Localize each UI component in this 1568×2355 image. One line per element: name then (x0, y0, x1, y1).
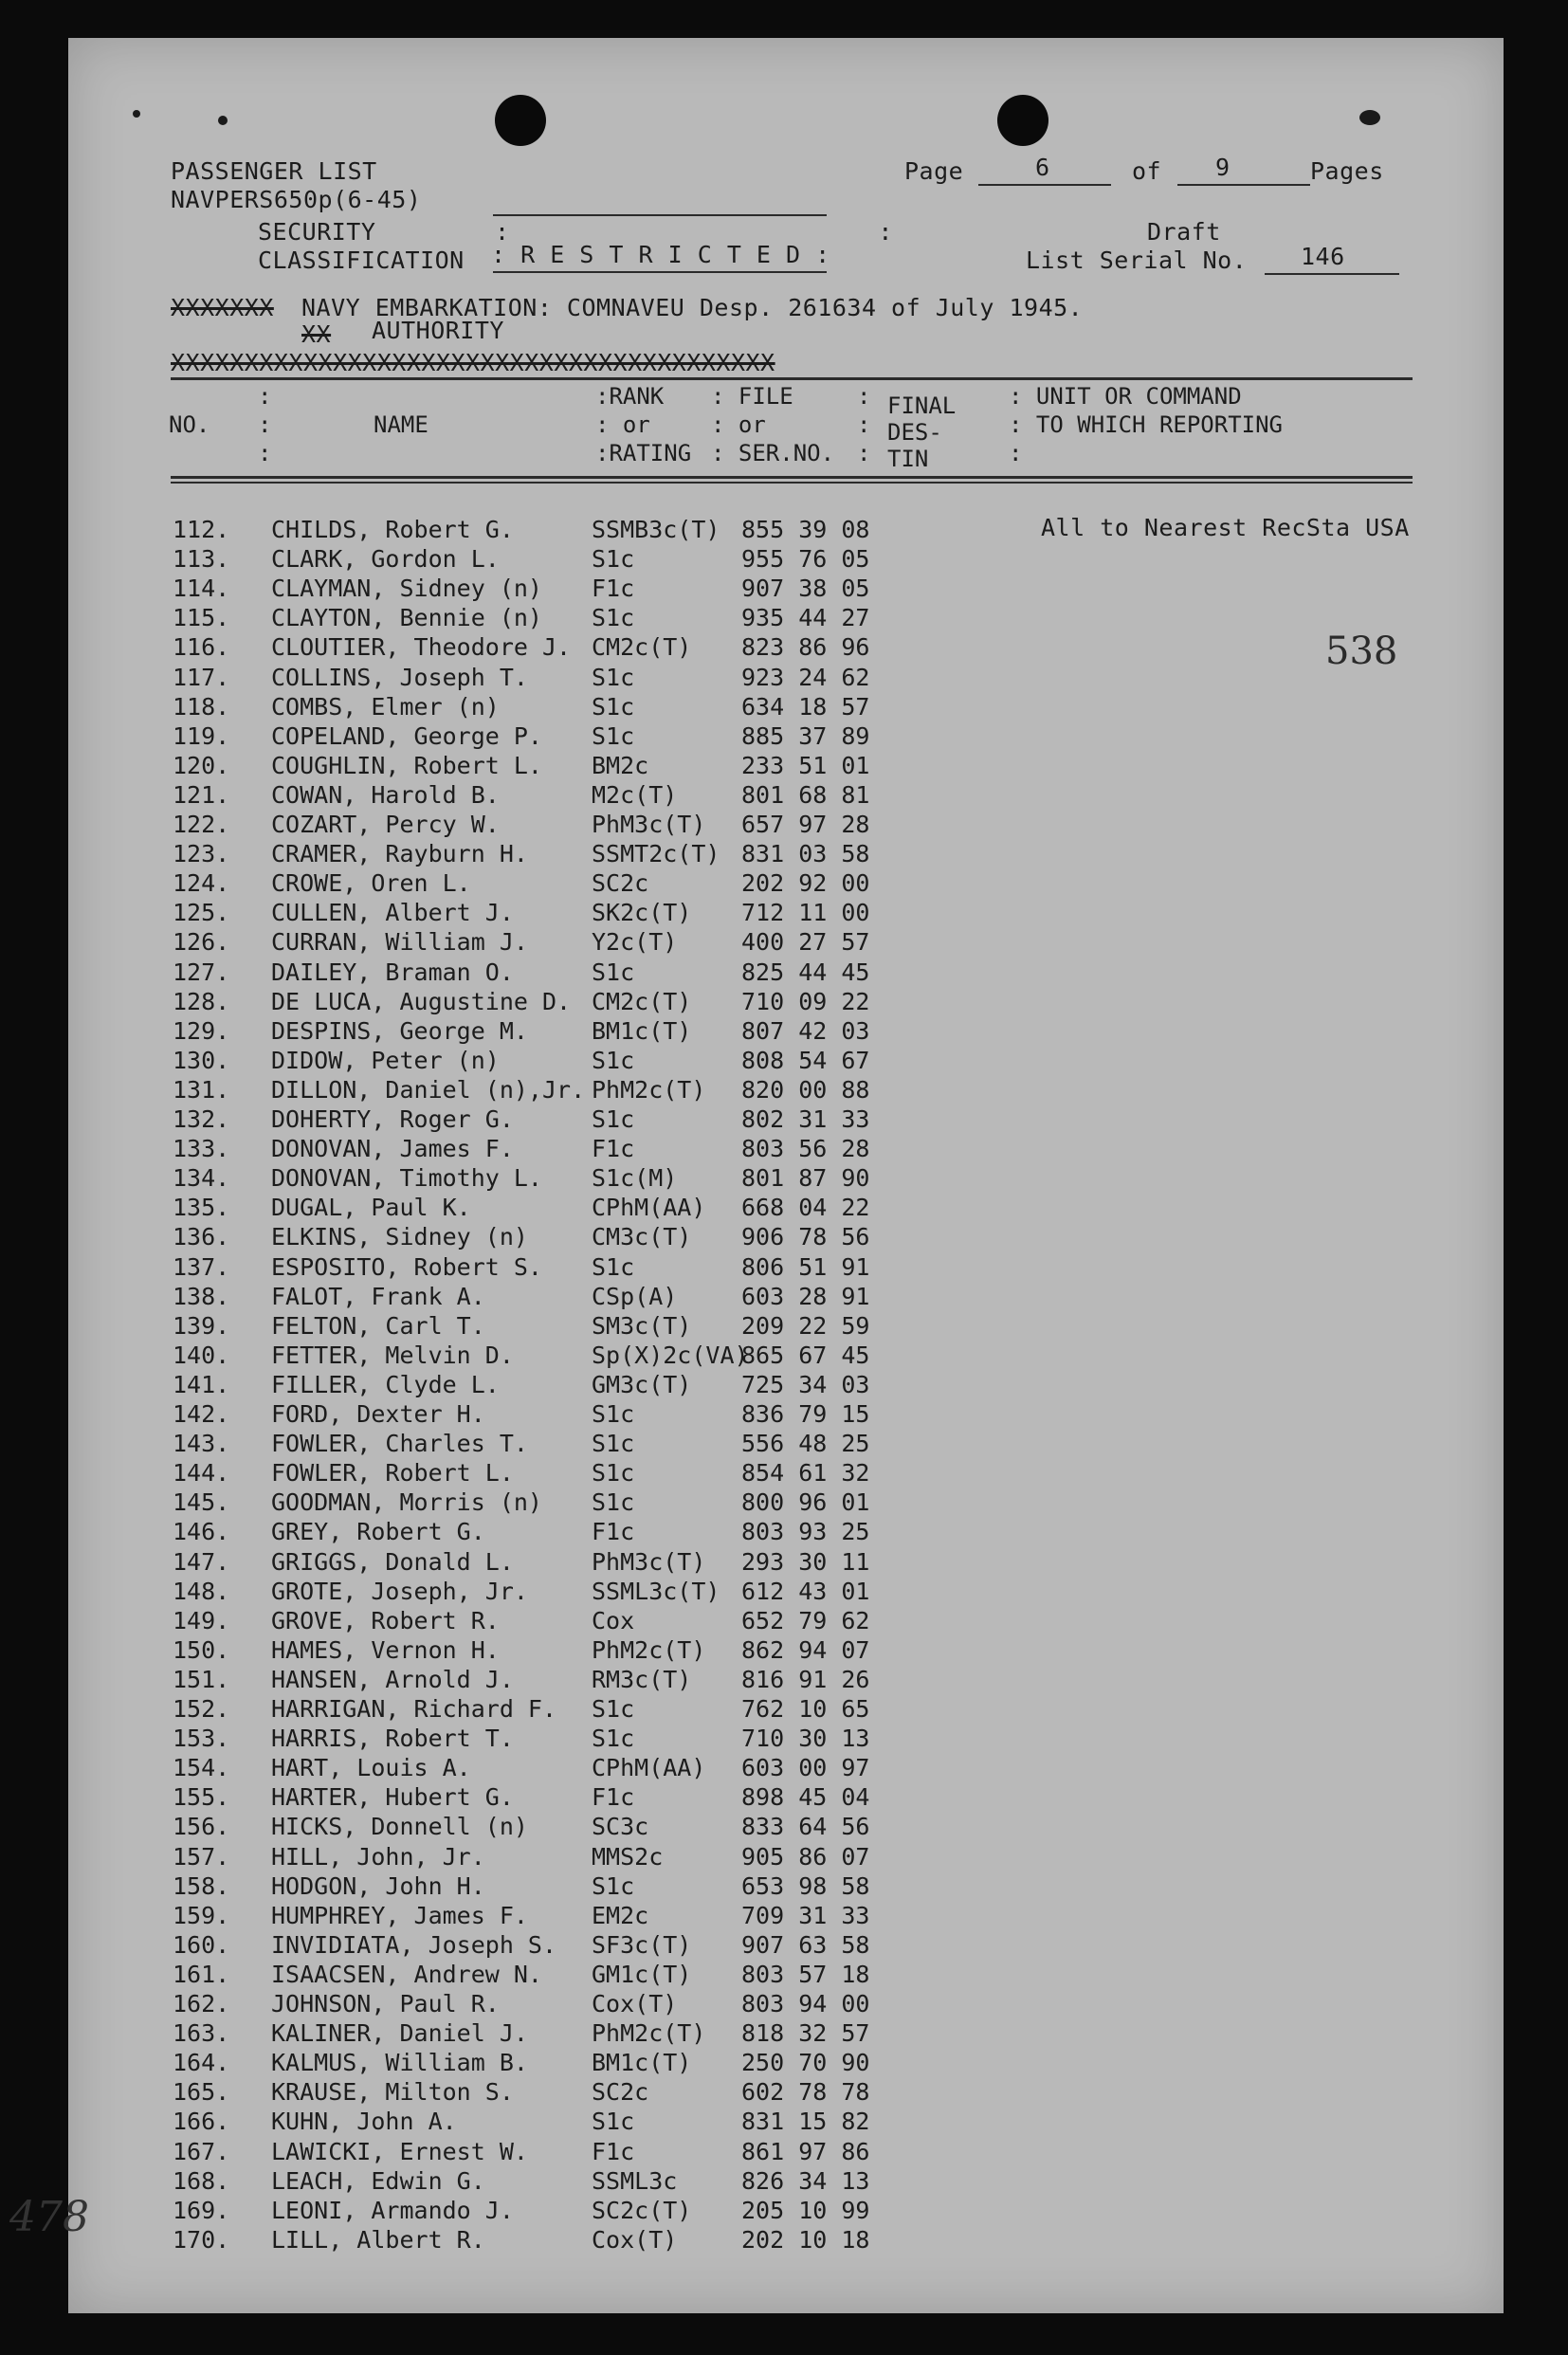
passenger-name: FALOT, Frank A. (271, 1282, 485, 1310)
passenger-name: DILLON, Daniel (n),Jr. (271, 1075, 586, 1104)
rank-rating: PhM3c(T) (592, 811, 706, 838)
row-number: 161. (173, 1960, 230, 1988)
column-header-rating: :RATING (595, 440, 692, 466)
passenger-name: DONOVAN, Timothy L. (271, 1164, 542, 1193)
service-number: 906 78 56 (741, 1223, 870, 1251)
service-number: 202 10 18 (741, 2225, 870, 2254)
punch-hole-right (997, 95, 1048, 146)
passenger-name: COWAN, Harold B. (271, 780, 500, 809)
row-number: 127. (173, 958, 230, 986)
rank-rating: SC2c (592, 2078, 649, 2107)
row-number: 158. (173, 1871, 230, 1900)
rank-rating: CM2c(T) (592, 987, 692, 1015)
passenger-name: CURRAN, William J. (271, 928, 528, 957)
row-number: 131. (173, 1075, 230, 1104)
row-number: 135. (173, 1194, 230, 1222)
passenger-name: COUGHLIN, Robert L. (271, 751, 542, 779)
header-bottom-rule (171, 476, 1413, 479)
rank-rating: SC2c (592, 869, 649, 898)
passenger-name: INVIDIATA, Joseph S. (271, 1930, 557, 1959)
rank-rating: RM3c(T) (592, 1665, 692, 1693)
row-number: 133. (173, 1135, 230, 1163)
row-number: 159. (173, 1901, 230, 1929)
rank-rating: S1c (592, 663, 635, 691)
service-number: 907 63 58 (741, 1930, 870, 1959)
rank-rating: S1c (592, 1046, 635, 1074)
rank-rating: S1c (592, 1252, 635, 1281)
rank-rating: SF3c(T) (592, 1930, 692, 1959)
rank-rating: S1c (592, 1459, 635, 1488)
passenger-name: CROWE, Oren L. (271, 869, 471, 898)
ink-speck (133, 110, 140, 118)
service-number: 293 30 11 (741, 1547, 870, 1576)
rank-rating: SK2c(T) (592, 899, 692, 927)
row-number: 160. (173, 1930, 230, 1959)
document-page (68, 38, 1504, 2313)
row-number: 162. (173, 1990, 230, 2017)
service-number: 634 18 57 (741, 692, 870, 721)
row-number: 163. (173, 2019, 230, 2048)
rank-rating: BM1c(T) (592, 1016, 692, 1045)
draft-label: Draft (1147, 218, 1221, 246)
passenger-name: FETTER, Melvin D. (271, 1341, 514, 1369)
service-number: 725 34 03 (741, 1370, 870, 1398)
column-header-reporting: : TO WHICH REPORTING (1009, 411, 1283, 438)
classification-bottom-rule (493, 271, 827, 273)
service-number: 712 11 00 (741, 899, 870, 927)
margin-number: 538 (1325, 630, 1398, 673)
service-number: 898 45 04 (741, 1783, 870, 1812)
passenger-name: DAILEY, Braman O. (271, 958, 514, 986)
passenger-name: FOWLER, Charles T. (271, 1430, 528, 1458)
column-header-serno: : SER.NO. (711, 440, 835, 466)
passenger-name: HUMPHREY, James F. (271, 1901, 528, 1929)
rank-rating: PhM3c(T) (592, 1547, 706, 1576)
passenger-name: COPELAND, George P. (271, 721, 542, 750)
row-number: 130. (173, 1046, 230, 1074)
passenger-name: HARRIS, Robert T. (271, 1725, 514, 1753)
service-number: 652 79 62 (741, 1606, 870, 1634)
total-pages: 9 (1215, 154, 1231, 181)
passenger-name: CULLEN, Albert J. (271, 899, 514, 927)
service-number: 865 67 45 (741, 1341, 870, 1369)
rank-rating: BM2c (592, 751, 649, 779)
service-number: 831 15 82 (741, 2108, 870, 2136)
row-number: 113. (173, 545, 230, 574)
passenger-name: HANSEN, Arnold J. (271, 1665, 514, 1693)
struck-prefix: XXXXXXX (171, 294, 274, 321)
rank-rating: S1c (592, 2108, 635, 2136)
column-header-rank: :RANK (595, 383, 665, 410)
passenger-name: GRIGGS, Donald L. (271, 1547, 514, 1576)
passenger-name: GREY, Robert G. (271, 1518, 485, 1546)
pages-label: Pages (1310, 157, 1384, 185)
reporting-note: All to Nearest RecSta USA (1041, 514, 1410, 541)
authority-label: AUTHORITY (372, 317, 504, 344)
rank-rating: S1c (592, 721, 635, 750)
service-number: 820 00 88 (741, 1075, 870, 1104)
passenger-name: KALINER, Daniel J. (271, 2019, 528, 2048)
row-number: 164. (173, 2049, 230, 2077)
service-number: 802 31 33 (741, 1105, 870, 1133)
rank-rating: CM3c(T) (592, 1223, 692, 1251)
rank-rating: S1c (592, 1488, 635, 1517)
column-header-no: NO. (169, 411, 210, 438)
passenger-name: LILL, Albert R. (271, 2225, 485, 2254)
serial-number: 146 (1301, 243, 1345, 270)
row-number: 150. (173, 1635, 230, 1664)
row-number: 115. (173, 604, 230, 632)
row-number: 116. (173, 633, 230, 662)
passenger-name: HODGON, John H. (271, 1871, 485, 1900)
rank-rating: S1c (592, 1105, 635, 1133)
row-number: 119. (173, 721, 230, 750)
service-number: 400 27 57 (741, 928, 870, 957)
rank-rating: CM2c(T) (592, 633, 692, 662)
passenger-name: FELTON, Carl T. (271, 1311, 485, 1340)
passenger-name: HAMES, Vernon H. (271, 1635, 500, 1664)
serial-label: List Serial No. (1026, 246, 1248, 274)
service-number: 885 37 89 (741, 721, 870, 750)
passenger-name: LEACH, Edwin G. (271, 2166, 485, 2195)
service-number: 800 96 01 (741, 1488, 870, 1517)
rank-rating: S1c (592, 692, 635, 721)
rank-rating: Cox (592, 1606, 635, 1634)
service-number: 710 09 22 (741, 987, 870, 1015)
rank-rating: SC2c(T) (592, 2196, 692, 2224)
service-number: 801 68 81 (741, 780, 870, 809)
column-header-file-or: : or (711, 411, 766, 438)
struck-mark: XX (301, 320, 332, 348)
struck-line: XXXXXXXXXXXXXXXXXXXXXXXXXXXXXXXXXXXXXXXXX (171, 349, 775, 376)
rank-rating: F1c (592, 1783, 635, 1812)
row-number: 141. (173, 1370, 230, 1398)
service-number: 803 56 28 (741, 1135, 870, 1163)
service-number: 803 57 18 (741, 1960, 870, 1988)
passenger-name: DOHERTY, Roger G. (271, 1105, 514, 1133)
row-number: 147. (173, 1547, 230, 1576)
passenger-name: COLLINS, Joseph T. (271, 663, 528, 691)
passenger-name: DIDOW, Peter (n) (271, 1046, 500, 1074)
passenger-name: FORD, Dexter H. (271, 1400, 485, 1428)
rank-rating: PhM2c(T) (592, 1075, 706, 1104)
service-number: 801 87 90 (741, 1164, 870, 1193)
passenger-name: HART, Louis A. (271, 1754, 471, 1782)
serial-number-rule (1265, 273, 1399, 275)
row-number: 152. (173, 1695, 230, 1723)
rank-rating: SC3c (592, 1813, 649, 1841)
service-number: 803 93 25 (741, 1518, 870, 1546)
classification-value: : R E S T R I C T E D : (491, 241, 830, 268)
row-number: 125. (173, 899, 230, 927)
rank-rating: GM1c(T) (592, 1960, 692, 1988)
service-number: 710 30 13 (741, 1725, 870, 1753)
rank-rating: BM1c(T) (592, 2049, 692, 2077)
punch-hole-left (495, 95, 546, 146)
row-number: 157. (173, 1842, 230, 1871)
service-number: 762 10 65 (741, 1695, 870, 1723)
service-number: 823 86 96 (741, 633, 870, 662)
row-number: 144. (173, 1459, 230, 1488)
rank-rating: PhM2c(T) (592, 1635, 706, 1664)
passenger-name: CHILDS, Robert G. (271, 516, 514, 543)
column-header-file: : FILE (711, 383, 793, 410)
passenger-name: GOODMAN, Morris (n) (271, 1488, 542, 1517)
service-number: 825 44 45 (741, 958, 870, 986)
passenger-name: KRAUSE, Milton S. (271, 2078, 514, 2107)
row-number: 169. (173, 2196, 230, 2224)
passenger-name: CLAYTON, Bennie (n) (271, 604, 542, 632)
rank-rating: PhM2c(T) (592, 2019, 706, 2048)
security-label: SECURITY (258, 218, 376, 246)
passenger-name: DONOVAN, James F. (271, 1135, 514, 1163)
rank-rating: S1c (592, 1871, 635, 1900)
service-number: 923 24 62 (741, 663, 870, 691)
colon-mark: : (857, 440, 871, 466)
rank-rating: EM2c (592, 1901, 649, 1929)
service-number: 861 97 86 (741, 2137, 870, 2165)
rank-rating: S1c (592, 1400, 635, 1428)
row-number: 156. (173, 1813, 230, 1841)
service-number: 233 51 01 (741, 751, 870, 779)
service-number: 816 91 26 (741, 1665, 870, 1693)
row-number: 168. (173, 2166, 230, 2195)
row-number: 112. (173, 516, 230, 543)
row-number: 136. (173, 1223, 230, 1251)
passenger-name: HARRIGAN, Richard F. (271, 1695, 557, 1723)
passenger-name: HILL, John, Jr. (271, 1842, 485, 1871)
rank-rating: S1c (592, 1695, 635, 1723)
row-number: 122. (173, 811, 230, 838)
service-number: 603 28 91 (741, 1282, 870, 1310)
row-number: 165. (173, 2078, 230, 2107)
service-number: 709 31 33 (741, 1901, 870, 1929)
service-number: 905 86 07 (741, 1842, 870, 1871)
service-number: 803 94 00 (741, 1990, 870, 2017)
passenger-name: DESPINS, George M. (271, 1016, 528, 1045)
rank-rating: S1c (592, 604, 635, 632)
page-number: 6 (1035, 154, 1050, 181)
service-number: 250 70 90 (741, 2049, 870, 2077)
passenger-name: LAWICKI, Ernest W. (271, 2137, 528, 2165)
passenger-name: LEONI, Armando J. (271, 2196, 514, 2224)
embarkation-authority: NAVY EMBARKATION: COMNAVEU Desp. 261634 of July 1945. (301, 294, 1084, 321)
passenger-name: CLAYMAN, Sidney (n) (271, 575, 542, 603)
service-number: 854 61 32 (741, 1459, 870, 1488)
passenger-name: FILLER, Clyde L. (271, 1370, 500, 1398)
column-header-name: NAME (374, 411, 428, 438)
column-header-unit: : UNIT OR COMMAND (1009, 383, 1242, 410)
form-title: PASSENGER LIST (171, 157, 377, 185)
rank-rating: SSMT2c(T) (592, 840, 720, 868)
passenger-name: HARTER, Hubert G. (271, 1783, 514, 1812)
row-number: 170. (173, 2225, 230, 2254)
service-number: 831 03 58 (741, 840, 870, 868)
row-number: 153. (173, 1725, 230, 1753)
row-number: 148. (173, 1577, 230, 1605)
rank-rating: SSML3c(T) (592, 1577, 720, 1605)
column-header-final: FINAL (887, 392, 957, 419)
passenger-name: KUHN, John A. (271, 2108, 457, 2136)
rank-rating: SSMB3c(T) (592, 516, 720, 543)
rank-rating: Sp(X)2c(VA) (592, 1341, 749, 1369)
service-number: 855 39 08 (741, 516, 870, 543)
service-number: 862 94 07 (741, 1635, 870, 1664)
passenger-name: ELKINS, Sidney (n) (271, 1223, 528, 1251)
rank-rating: MMS2c (592, 1842, 664, 1871)
column-header-des: DES- (887, 419, 942, 446)
passenger-name: FOWLER, Robert L. (271, 1459, 514, 1488)
service-number: 955 76 05 (741, 545, 870, 574)
row-number: 139. (173, 1311, 230, 1340)
form-number: NAVPERS650p(6-45) (171, 186, 422, 213)
passenger-name: CRAMER, Rayburn H. (271, 840, 528, 868)
service-number: 556 48 25 (741, 1430, 870, 1458)
service-number: 205 10 99 (741, 2196, 870, 2224)
row-number: 149. (173, 1606, 230, 1634)
header-top-rule (171, 377, 1413, 380)
total-pages-rule (1177, 184, 1310, 186)
row-number: 138. (173, 1282, 230, 1310)
rank-rating: GM3c(T) (592, 1370, 692, 1398)
classification-top-rule (493, 214, 827, 216)
passenger-name: CLARK, Gordon L. (271, 545, 500, 574)
row-number: 155. (173, 1783, 230, 1812)
rank-rating: CSp(A) (592, 1282, 678, 1310)
passenger-name: DE LUCA, Augustine D. (271, 987, 572, 1015)
service-number: 603 00 97 (741, 1754, 870, 1782)
row-number: 166. (173, 2108, 230, 2136)
header-bottom-rule-2 (171, 482, 1413, 484)
row-number: 140. (173, 1341, 230, 1369)
service-number: 808 54 67 (741, 1046, 870, 1074)
rank-rating: Cox(T) (592, 1990, 678, 2017)
service-number: 668 04 22 (741, 1194, 870, 1222)
service-number: 907 38 05 (741, 575, 870, 603)
row-number: 117. (173, 663, 230, 691)
service-number: 807 42 03 (741, 1016, 870, 1045)
service-number: 202 92 00 (741, 869, 870, 898)
passenger-name: GROTE, Joseph, Jr. (271, 1577, 528, 1605)
passenger-name: HICKS, Donnell (n) (271, 1813, 528, 1841)
row-number: 128. (173, 987, 230, 1015)
row-number: 137. (173, 1252, 230, 1281)
page-label: Page (904, 157, 964, 185)
passenger-name: ISAACSEN, Andrew N. (271, 1960, 542, 1988)
handwritten-number: 478 (9, 2193, 89, 2241)
rank-rating: F1c (592, 1135, 635, 1163)
ink-speck (1359, 110, 1380, 125)
colon-mark: : (258, 383, 272, 410)
passenger-name: COMBS, Elmer (n) (271, 692, 500, 721)
row-number: 142. (173, 1400, 230, 1428)
passenger-name: KALMUS, William B. (271, 2049, 528, 2077)
colon-mark: : (857, 383, 871, 410)
rank-rating: SM3c(T) (592, 1311, 692, 1340)
row-number: 124. (173, 869, 230, 898)
passenger-name: ESPOSITO, Robert S. (271, 1252, 542, 1281)
passenger-name: CLOUTIER, Theodore J. (271, 633, 572, 662)
service-number: 602 78 78 (741, 2078, 870, 2107)
service-number: 209 22 59 (741, 1311, 870, 1340)
row-number: 120. (173, 751, 230, 779)
classification-label: CLASSIFICATION (258, 246, 465, 274)
column-header-rank-or: : or (595, 411, 650, 438)
colon-mark: : (258, 411, 272, 438)
rank-rating: F1c (592, 575, 635, 603)
row-number: 129. (173, 1016, 230, 1045)
rank-rating: Cox(T) (592, 2225, 678, 2254)
service-number: 836 79 15 (741, 1400, 870, 1428)
ink-speck (218, 116, 228, 125)
row-number: 121. (173, 780, 230, 809)
rank-rating: SSML3c (592, 2166, 678, 2195)
rank-rating: S1c (592, 1725, 635, 1753)
passenger-name: GROVE, Robert R. (271, 1606, 500, 1634)
service-number: 833 64 56 (741, 1813, 870, 1841)
colon-mark: : : (495, 218, 893, 246)
row-number: 134. (173, 1164, 230, 1193)
service-number: 826 34 13 (741, 2166, 870, 2195)
rank-rating: M2c(T) (592, 780, 678, 809)
row-number: 132. (173, 1105, 230, 1133)
rank-rating: Y2c(T) (592, 928, 678, 957)
row-number: 143. (173, 1430, 230, 1458)
rank-rating: CPhM(AA) (592, 1754, 706, 1782)
column-header-tin: TIN (887, 446, 929, 472)
colon-mark: : (857, 411, 871, 438)
service-number: 653 98 58 (741, 1871, 870, 1900)
row-number: 151. (173, 1665, 230, 1693)
row-number: 154. (173, 1754, 230, 1782)
passenger-name: DUGAL, Paul K. (271, 1194, 471, 1222)
service-number: 806 51 91 (741, 1252, 870, 1281)
rank-rating: S1c (592, 1430, 635, 1458)
service-number: 612 43 01 (741, 1577, 870, 1605)
rank-rating: CPhM(AA) (592, 1194, 706, 1222)
page-number-rule (978, 184, 1111, 186)
row-number: 126. (173, 928, 230, 957)
colon-mark: : (258, 440, 272, 466)
rank-rating: S1c(M) (592, 1164, 678, 1193)
rank-rating: F1c (592, 1518, 635, 1546)
row-number: 167. (173, 2137, 230, 2165)
row-number: 146. (173, 1518, 230, 1546)
row-number: 145. (173, 1488, 230, 1517)
of-label: of (1132, 157, 1162, 185)
rank-rating: S1c (592, 545, 635, 574)
service-number: 935 44 27 (741, 604, 870, 632)
passenger-name: COZART, Percy W. (271, 811, 500, 838)
rank-rating: S1c (592, 958, 635, 986)
row-number: 123. (173, 840, 230, 868)
colon-mark: : (1009, 440, 1023, 466)
service-number: 657 97 28 (741, 811, 870, 838)
service-number: 818 32 57 (741, 2019, 870, 2048)
rank-rating: F1c (592, 2137, 635, 2165)
row-number: 118. (173, 692, 230, 721)
passenger-name: JOHNSON, Paul R. (271, 1990, 500, 2017)
row-number: 114. (173, 575, 230, 603)
